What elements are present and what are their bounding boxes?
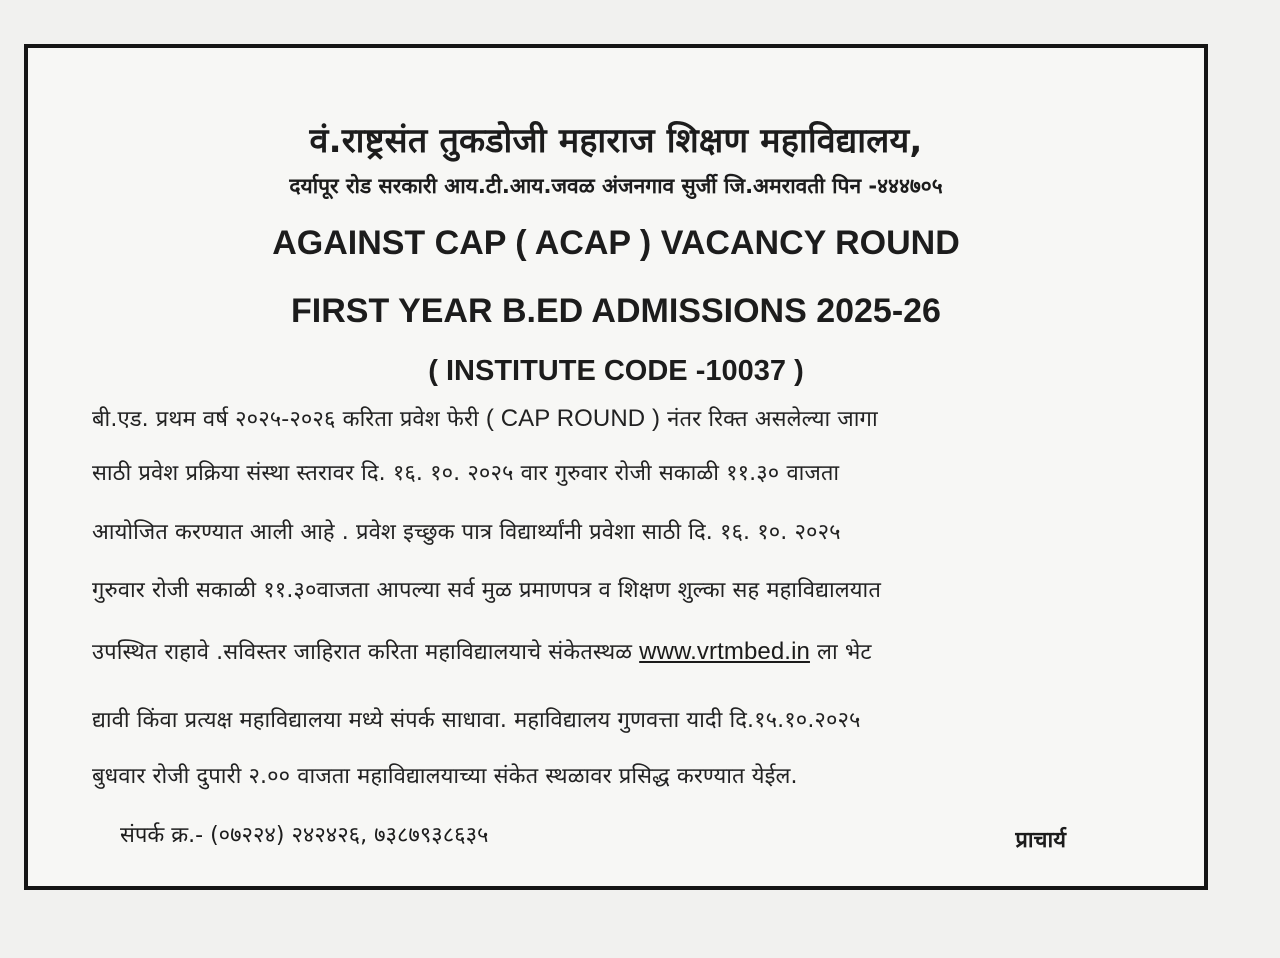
- notice-line-7: बुधवार रोजी दुपारी २.०० वाजता महाविद्यालयाच्या संकेत स्थळावर प्रसिद्ध करण्यात येईल.: [92, 764, 798, 789]
- round-title: AGAINST CAP ( ACAP ) VACANCY ROUND: [272, 224, 960, 262]
- college-address: दर्यापूर रोड सरकारी आय.टी.आय.जवळ अंजनगाव सुर्जी जि.अमरावती पिन -४४४७०५: [289, 174, 943, 198]
- notice-line-5: [92, 640, 872, 664]
- notice-line-5-end: ला भेट: [809, 640, 872, 665]
- principal-signature: प्राचार्य: [1015, 828, 1066, 853]
- notice-line-6: द्यावी किंवा प्रत्यक्ष महाविद्यालया मध्ये संपर्क साधावा. महाविद्यालय गुणवत्ता यादी दि.१५.१०.२०२५: [92, 708, 861, 733]
- notice-line-3: आयोजित करण्यात आली आहे . प्रवेश इच्छुक पात्र विद्यार्थ्यांनी प्रवेशा साठी दि. १६. १०. २०२५: [92, 520, 841, 545]
- notice-line-1-end: नंतर रिक्त असलेल्या जागा: [660, 407, 878, 432]
- admission-year-title: FIRST YEAR B.ED ADMISSIONS 2025-26: [291, 292, 941, 330]
- notice-line-5-start: उपस्थित राहावे .सविस्तर जाहिरात करिता महाविद्यालयाचे संकेतस्थळ: [92, 640, 640, 665]
- notice-line-2: साठी प्रवेश प्रक्रिया संस्था स्तरावर दि. १६. १०. २०२५ वार गुरुवार रोजी सकाळी ११.३० वाजता: [92, 461, 840, 486]
- website-link[interactable]: www.vrtmbed.in: [639, 638, 810, 665]
- notice-line-1: [92, 407, 878, 431]
- notice-line-4: गुरुवार रोजी सकाळी ११.३०वाजता आपल्या सर्व मुळ प्रमाणपत्र व शिक्षण शुल्का सह महाविद्यालयात: [92, 578, 881, 603]
- cap-round-text: ( CAP ROUND ): [485, 405, 661, 432]
- college-name: वं.राष्ट्रसंत तुकडोजी महाराज शिक्षण महाविद्यालय,: [309, 121, 923, 161]
- notice-frame: [24, 44, 1208, 890]
- contact-numbers: संपर्क क्र.- (०७२२४) २४२४२६, ७३८७९३८६३५: [120, 823, 489, 848]
- institute-code: ( INSTITUTE CODE -10037 ): [428, 355, 804, 387]
- notice-line-1-start: बी.एड. प्रथम वर्ष २०२५-२०२६ करिता प्रवेश फेरी: [92, 407, 486, 432]
